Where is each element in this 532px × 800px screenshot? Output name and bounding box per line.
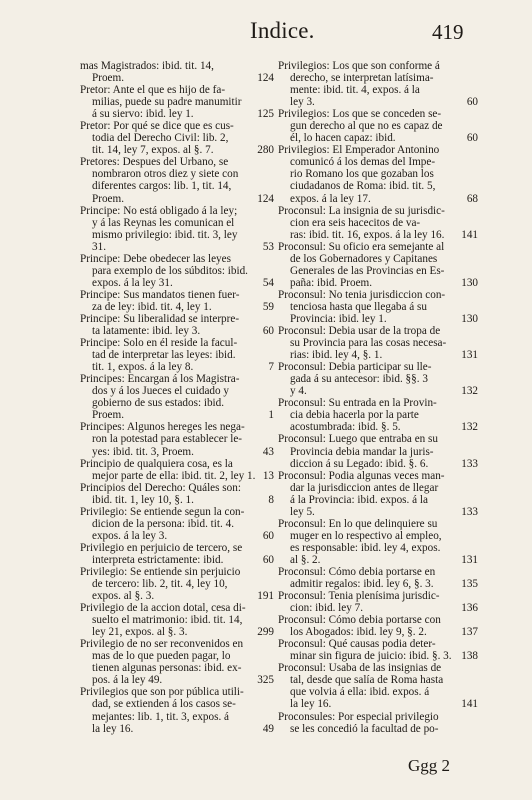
entry-line: Proconsules: Por especial privilegio [278,710,439,723]
entry-line: se les concedió la facultad de po- [290,722,439,735]
entry-line: Proem. 124 [92,72,274,85]
entry-line: ras: ibid. tit. 16, expos. á la ley 16. 141 [290,228,478,241]
index-entry [80,421,274,458]
entry-line: para exemplo de los súbditos: ibid. [92,264,248,277]
entry-line: Generales de las Provincias en Es- [290,264,445,277]
index-entry [278,397,476,433]
entry-page-ref: 54 [262,276,274,289]
entry-line: comunicó á los demas del Impe- [290,156,436,169]
index-entry [278,144,476,204]
entry-page-ref: 1 [268,409,274,422]
entry-page-ref: 132 [461,421,478,434]
entry-line: muger en lo respectivo al empleo, [290,529,442,542]
entry-line: la ley 16. 141 [290,698,478,711]
index-entry [80,252,274,289]
entry-line: y 4. 132 [290,385,478,398]
entry-line: Proconsul: Luego que entraba en su [278,433,439,446]
page-header [0,18,532,58]
index-entry [278,325,476,361]
entry-line: Principes: Encargan á los Magistra- [80,373,240,386]
entry-line: Pretores: Despues del Urbano, se [80,156,229,169]
entry-line: Principe: Solo en él reside la facul- [80,337,238,350]
index-entry [278,60,476,108]
entry-page-ref: 125 [257,108,274,121]
index-column-left [80,60,274,735]
index-entry [278,662,476,710]
entry-line: Provincia debia mandar la juris- [290,445,434,458]
entry-line: suelto el matrimonio: ibid. tit. 14, [92,614,243,627]
entry-page-ref: 130 [461,312,478,325]
entry-page-ref: 60 [262,325,274,338]
index-entry [80,337,274,374]
entry-page-ref: 60 [262,529,274,542]
entry-line: Provincia: ibid. ley 1. 130 [290,312,478,325]
entry-line: Privilegios: Los que son conforme á [278,60,440,72]
index-entry [80,120,274,157]
index-entry [80,156,274,205]
entry-line: Pretor: Por qué se dice que es cus- [80,120,234,133]
entry-page-ref: 133 [461,505,478,518]
entry-page-ref: 138 [461,650,478,663]
entry-line: ley 21, expos. al §. 3. 299 [92,626,274,639]
entry-page-ref: 136 [461,602,478,615]
entry-page-ref: 137 [461,626,478,639]
entry-line: de tercero: lib. 2, tit. 4, ley 10, [92,578,228,591]
index-entry [278,518,476,566]
index-entry [278,289,476,325]
entry-line: Proem. 1 [92,409,274,422]
entry-page-ref: 13 [262,469,274,482]
entry-line: ibid. tit. 1, ley 10, §. 1. 8 [92,493,274,506]
entry-line: ciudadanos de Roma: ibid. tit. 5, [290,180,436,193]
entry-page-ref: 60 [262,553,274,566]
entry-line: ley 3. 60 [290,96,478,109]
entry-page-ref: 7 [268,361,274,374]
entry-line: Privilegios: Los que se conceden se- [278,108,442,121]
entry-line: Principes: Algunos hereges les nega- [80,421,245,434]
entry-line: mas Magistrados: ibid. tit. 14, [80,60,214,72]
entry-page-ref: 299 [257,626,274,639]
entry-line: Privilegio en perjuicio de tercero, se [80,541,243,554]
entry-line: mejor parte de ella: ibid. tit. 2, ley 1. 13 [92,469,274,482]
index-entry [278,590,476,614]
page-title: Indice. [250,18,315,43]
entry-line: tal, desde que salía de Roma hasta [290,674,444,687]
index-entry [278,205,476,241]
entry-line: gada á su antecesor: ibid. §§. 3 [290,373,428,386]
entry-line: Principe: Su liberalidad se interpre- [80,312,240,325]
entry-page-ref: 124 [257,192,274,205]
entry-line: Proconsul: La insignia de su jurisdic- [278,204,445,217]
entry-line: mejantes: lib. 1, tit. 3, expos. á [92,710,230,723]
index-entry [80,373,274,422]
entry-line: tit. 14, ley 7, expos. al §. 7. 280 [92,144,274,157]
entry-line: Privilegios: El Emperador Antonino [278,144,440,157]
entry-line: rias: ibid. ley 4, §. 1. 131 [290,349,478,362]
index-column-right [278,60,476,735]
signature-mark: Ggg 2 [408,756,451,775]
entry-line: ley 5. 133 [290,505,478,518]
entry-line: mente: ibid. tit. 4, expos. á la [290,84,420,97]
entry-line: es responsable: ibid. ley 4, expos. [290,541,441,554]
entry-line: su Provincia para las cosas necesa- [290,337,447,350]
entry-line: expos. á la ley 3. 60 [92,529,274,542]
entry-line: acostumbrada: ibid. §. 5. 132 [290,421,478,434]
entry-line: Proconsul: No tenia jurisdiccion con- [278,288,446,301]
index-entry [80,312,274,338]
entry-line: tit. 1, expos. á la ley 8. 7 [92,361,274,374]
entry-line: tenciosa hasta que llegaba á su [290,300,427,313]
entry-line: derecho, se interpretan latísima- [290,72,434,85]
index-entry [80,481,274,506]
entry-line: Privilegio de la accion dotal, cesa di- [80,602,246,615]
entry-page-ref: 133 [461,457,478,470]
entry-line: Proconsul: En lo que delinquiere su [278,517,438,530]
index-entry [80,541,274,566]
entry-page-ref: 68 [466,192,478,205]
index-entry [80,84,274,121]
entry-line: Proconsul: Debia participar su lle- [278,361,432,374]
entry-line: Privilegio de no ser reconvenidos en [80,638,244,651]
entry-page-ref: 131 [461,553,478,566]
entry-line: Proconsul: Su oficio era semejante al [278,240,445,253]
entry-line: dicion de la persona: ibid. tit. 4. [92,517,234,530]
index-entry [278,711,476,735]
entry-line: Proconsul: Qué causas podia deter- [278,638,436,651]
entry-line: todia del Derecho Civil: lib. 2, [92,132,229,145]
entry-line: Proconsul: Su entrada en la Provin- [278,397,437,410]
index-entry [278,470,476,518]
entry-page-ref: 8 [268,493,274,506]
entry-line: mismo privilegio: ibid. tit. 3, ley [92,228,238,241]
entry-page-ref: 59 [262,300,274,313]
index-entry [80,204,274,253]
entry-line: Principe: Debe obedecer las leyes [80,252,231,265]
entry-page-ref: 132 [461,385,478,398]
entry-page-ref: 325 [257,674,274,687]
entry-line: Proconsul: Debia usar de la tropa de [278,325,441,338]
entry-page-ref: 130 [461,276,478,289]
entry-line: Proem. 124 [92,192,274,205]
entry-line: Pretor: Ante el que es hijo de fa- [80,84,226,97]
entry-page-ref: 53 [262,240,274,253]
entry-line: milias, puede su padre manumitir [92,96,242,109]
entry-page-ref: 280 [257,144,274,157]
entry-line: nombraron otros diez y siete con [92,168,239,181]
entry-line: gobierno de sus estados: ibid. [92,397,225,410]
entry-line: rio Romano los que gozaban los [290,168,434,181]
entry-line: yes: ibid. tit. 3, Proem. 43 [92,445,274,458]
entry-line: Privilegio: Se entiende segun la con- [80,505,245,518]
entry-line: los Abogados: ibid. ley 9, §. 2. 137 [290,626,478,639]
entry-line: dar la jurisdiccion antes de llegar [290,481,439,494]
entry-line: al §. 2. 131 [290,553,478,566]
index-entry [80,288,274,313]
index-entry [80,60,274,85]
index-entry [278,241,476,289]
entry-line: expos. al §. 3. 191 [92,590,274,603]
entry-line: gun derecho al que no es capaz de [290,120,443,133]
entry-line: que volvia á ella: ibid. expos. á [290,686,430,699]
entry-line: tienen algunas personas: ibid. ex- [92,662,242,675]
entry-line: admitir regalos: ibid. ley 6, §. 3. 135 [290,578,478,591]
index-entry [80,505,274,542]
index-entry [80,602,274,639]
entry-line: dos y á los Jueces el cuidado y [92,385,230,398]
entry-line: Proconsul: Podia algunas veces man- [278,469,445,482]
entry-line: Proconsul: Cómo debia portarse en [278,565,436,578]
index-entry [80,565,274,603]
entry-line: cion era seis hacecitos de va- [290,216,421,229]
entry-line: cion: ibid. ley 7. 136 [290,602,478,615]
entry-line: Principe: No está obligado á la ley; [80,204,238,217]
entry-line: dad, se extienden á los casos se- [92,698,236,711]
entry-line: interpreta estrictamente: ibid. 60 [92,553,274,566]
entry-line: Principios del Derecho: Quáles son: [80,481,241,494]
entry-line: diccion á su Legado: ibid. §. 6. 133 [290,457,478,470]
entry-page-ref: 124 [257,72,274,85]
entry-page-ref: 131 [461,349,478,362]
entry-line: cia debia hacerla por la parte [290,409,419,422]
entry-line: tad de interpretar las leyes: ibid. [92,349,236,362]
index-entry [278,638,476,662]
entry-page-ref: 60 [466,96,478,109]
entry-line: za de ley: ibid. tit. 4, ley 1. 59 [92,300,274,313]
entry-line: Principio de qualquiera cosa, es la [80,457,233,470]
index-entry [80,457,274,482]
entry-line: ron la potestad para establecer le- [92,433,243,446]
index-entry [278,108,476,144]
index-entry [278,433,476,469]
entry-page-ref: 141 [461,228,478,241]
entry-line: pos. á la ley 49. 325 [92,674,274,687]
entry-page-ref: 49 [262,722,274,735]
entry-line: Proconsul: Cómo debia portarse con [278,614,441,627]
entry-line: diferentes cargos: lib. 1, tit. 14, [92,180,232,193]
entry-line: Principe: Sus mandatos tienen fuer- [80,288,240,301]
entry-line: la ley 16. 49 [92,722,274,735]
entry-line: Privilegio: Se entiende sin perjuicio [80,565,241,578]
entry-line: á su siervo: ibid. ley 1. 125 [92,108,274,121]
entry-line: y á las Reynas les comunican el [92,216,235,229]
entry-page-ref: 191 [257,590,274,603]
entry-line: él, lo hacen capaz: ibid. 60 [290,132,478,145]
entry-line: expos. á la ley 31. 54 [92,276,274,289]
entry-line: Proconsul: Usaba de las insignias de [278,662,442,675]
entry-line: á la Provincia: ibid. expos. á la [290,493,428,506]
entry-line: expos. á la ley 17. 68 [290,192,478,205]
entry-line: 31. 53 [92,240,274,253]
entry-page-ref: 60 [466,132,478,145]
index-entry [278,361,476,397]
index-entry [80,638,274,687]
entry-page-ref: 141 [461,698,478,711]
page-number: 419 [432,20,464,44]
entry-line: Privilegios que son por pública utili- [80,686,244,699]
entry-line: paña: ibid. Proem. 130 [290,276,478,289]
index-entry [278,614,476,638]
index-entry [278,566,476,590]
entry-line: Proconsul: Tenia plenísima jurisdic- [278,590,440,603]
entry-line: mas de lo que pueden pagar, lo [92,650,231,663]
entry-line: minar sin figura de juicio: ibid. §. 3. 138 [290,650,478,663]
index-entry [80,686,274,735]
entry-line: de los Gobernadores y Capitanes [290,252,438,265]
entry-page-ref: 43 [262,445,274,458]
entry-page-ref: 135 [461,578,478,591]
entry-line: ta latamente: ibid. ley 3. 60 [92,325,274,338]
